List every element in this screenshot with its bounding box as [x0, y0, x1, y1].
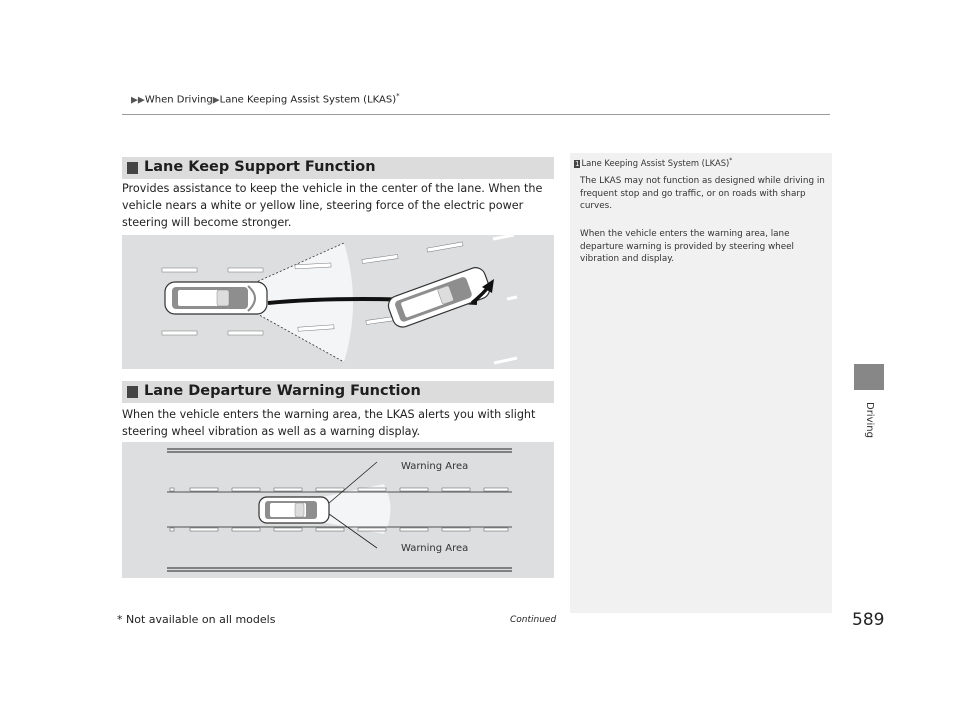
sidebar-title: 1 Lane Keeping Assist System (LKAS)*	[575, 157, 733, 168]
section-heading-lane-departure	[122, 381, 554, 403]
double-arrow-icon: ▶▶	[131, 95, 145, 106]
warning-area-label-top: Warning Area	[401, 461, 469, 472]
breadcrumb	[131, 92, 400, 105]
sidebar-paragraph-1: The LKAS may not function as designed while driving in frequent stop and go traffic, or on roads with sharp curves.	[580, 176, 825, 211]
arrow-icon: ▶	[212, 95, 220, 106]
sidebar-paragraph-2: When the vehicle enters the warning area, lane departure warning is provided by steering wheel vibration and display.	[580, 229, 795, 264]
page-number: 589	[852, 610, 885, 630]
car-left-icon	[165, 282, 267, 314]
continued-label: Continued	[510, 615, 557, 625]
lane-departure-body: When the vehicle enters the warning area, the LKAS alerts you with slight steering wheel vibration as well as a warning display.	[122, 408, 536, 438]
breadcrumb-level1: When Driving	[144, 94, 213, 106]
car-icon	[259, 497, 329, 523]
lane-keep-body: Provides assistance to keep the vehicle in the center of the lane. When the vehicle nears a white or yellow line, steering force of the electric power steering will become stronger.	[122, 182, 543, 229]
heading-square-icon	[127, 386, 138, 398]
header-rule	[122, 114, 830, 115]
lane-keep-figure	[122, 235, 554, 369]
heading-square-icon	[127, 162, 138, 174]
section-title: Lane Keep Support Function	[144, 159, 376, 175]
section-heading-lane-keep	[122, 157, 554, 179]
chapter-tab	[854, 364, 884, 390]
warning-area-label-bottom: Warning Area	[401, 543, 469, 554]
footnote: * Not available on all models	[117, 613, 276, 626]
section-title: Lane Departure Warning Function	[144, 383, 421, 399]
chapter-label: Driving	[864, 402, 875, 438]
breadcrumb-asterisk: *	[396, 92, 400, 100]
breadcrumb-level2: Lane Keeping Assist System (LKAS)	[219, 94, 397, 106]
lane-departure-figure	[122, 442, 554, 578]
sidebar-note	[570, 153, 832, 613]
